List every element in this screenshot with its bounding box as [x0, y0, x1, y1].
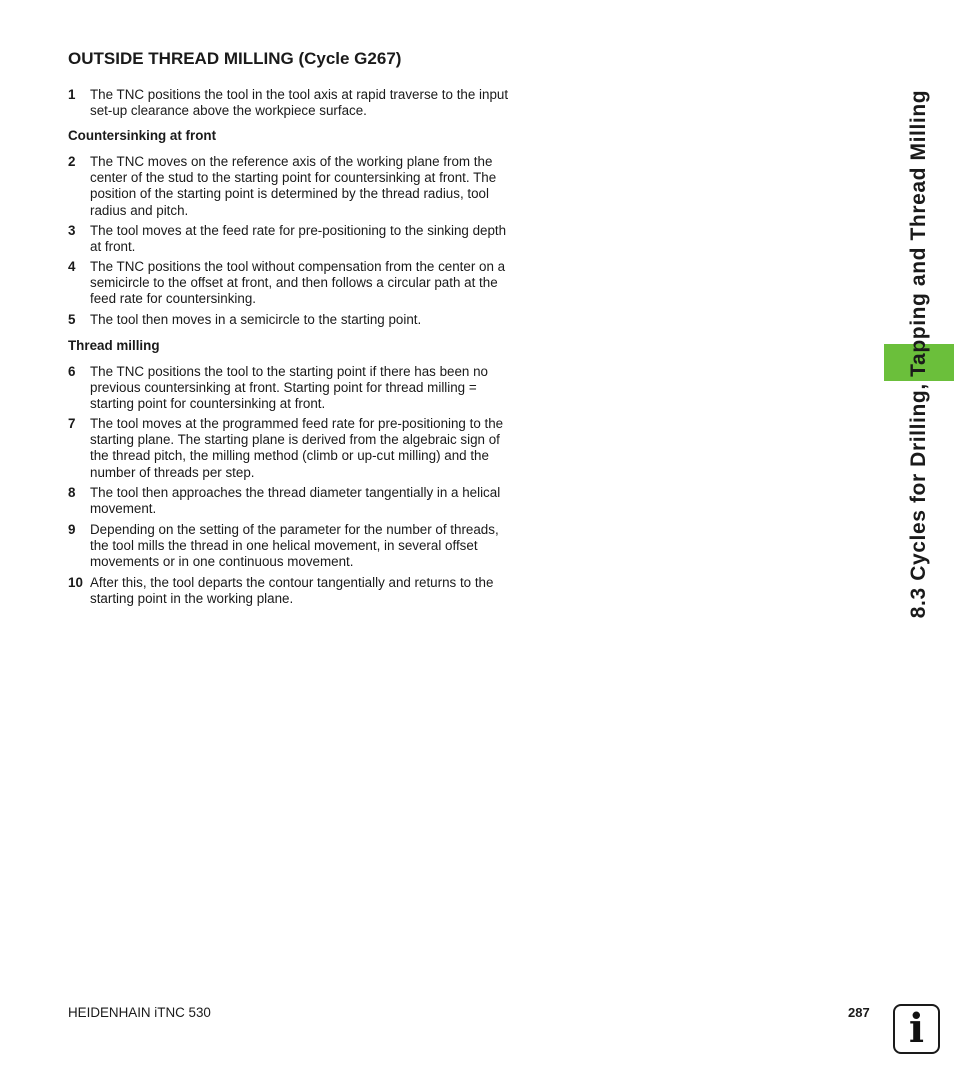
- step-7: [68, 416, 513, 481]
- step-text: The TNC moves on the reference axis of the working plane from the center of the stud to the starting point for countersinking at front. The position of the starting point is determined by the thread radius, tool radius and pitch.: [90, 154, 497, 218]
- step-text: The tool then approaches the thread diameter tangentially in a helical movement.: [90, 485, 501, 517]
- step-text: After this, the tool departs the contour tangentially and returns to the starting point in the working plane.: [90, 575, 494, 607]
- step-4: [68, 259, 513, 308]
- step-text: The TNC positions the tool to the starting point if there has been no previous countersinking at front. Starting point for thread milling = starting point for countersinking at front.: [90, 364, 488, 412]
- footer-product-name: HEIDENHAIN iTNC 530: [68, 1005, 211, 1020]
- step-text: The TNC positions the tool in the tool axis at rapid traverse to the input set-up clearance above the workpiece surface.: [90, 87, 509, 119]
- step-2: [68, 154, 513, 219]
- step-number: 2: [68, 154, 76, 169]
- step-9: [68, 522, 513, 571]
- step-text: The tool moves at the feed rate for pre-positioning to the sinking depth at front.: [90, 223, 507, 255]
- step-text: Depending on the setting of the parameter for the number of threads, the tool mills the thread in one helical movement, in several offset movements or in one continuous movement.: [90, 522, 499, 570]
- step-3: [68, 223, 513, 255]
- page-number: 287: [848, 1005, 870, 1020]
- step-number: 5: [68, 312, 76, 327]
- step-number: 8: [68, 485, 76, 500]
- step-number: 10: [68, 575, 83, 590]
- subhead-thread-milling: Thread milling: [68, 338, 160, 353]
- step-10: [68, 575, 513, 607]
- step-8: [68, 485, 513, 517]
- step-6: [68, 364, 513, 413]
- step-number: 6: [68, 364, 76, 379]
- info-icon-glyph: i: [908, 1005, 925, 1052]
- step-1: [68, 87, 513, 119]
- step-number: 1: [68, 87, 76, 102]
- step-number: 9: [68, 522, 76, 537]
- info-icon: [893, 1004, 940, 1054]
- chapter-side-title: 8.3 Cycles for Drilling, Tapping and Thread Milling: [907, 89, 930, 619]
- subhead-countersinking: Countersinking at front: [68, 128, 217, 143]
- step-number: 3: [68, 223, 76, 238]
- step-number: 4: [68, 259, 76, 274]
- step-text: The TNC positions the tool without compensation from the center on a semicircle to the offset at front, and then follows a circular path at the feed rate for countersinking.: [90, 259, 506, 307]
- page-title: OUTSIDE THREAD MILLING (Cycle G267): [68, 49, 402, 68]
- step-number: 7: [68, 416, 76, 431]
- step-5: [68, 312, 513, 328]
- step-text: The tool moves at the programmed feed rate for pre-positioning to the starting plane. The starting plane is derived from the algebraic sign of the thread pitch, the milling method (climb or up-cut milling) and the number of threads per step.: [90, 416, 504, 480]
- step-text: The tool then moves in a semicircle to the starting point.: [90, 312, 422, 327]
